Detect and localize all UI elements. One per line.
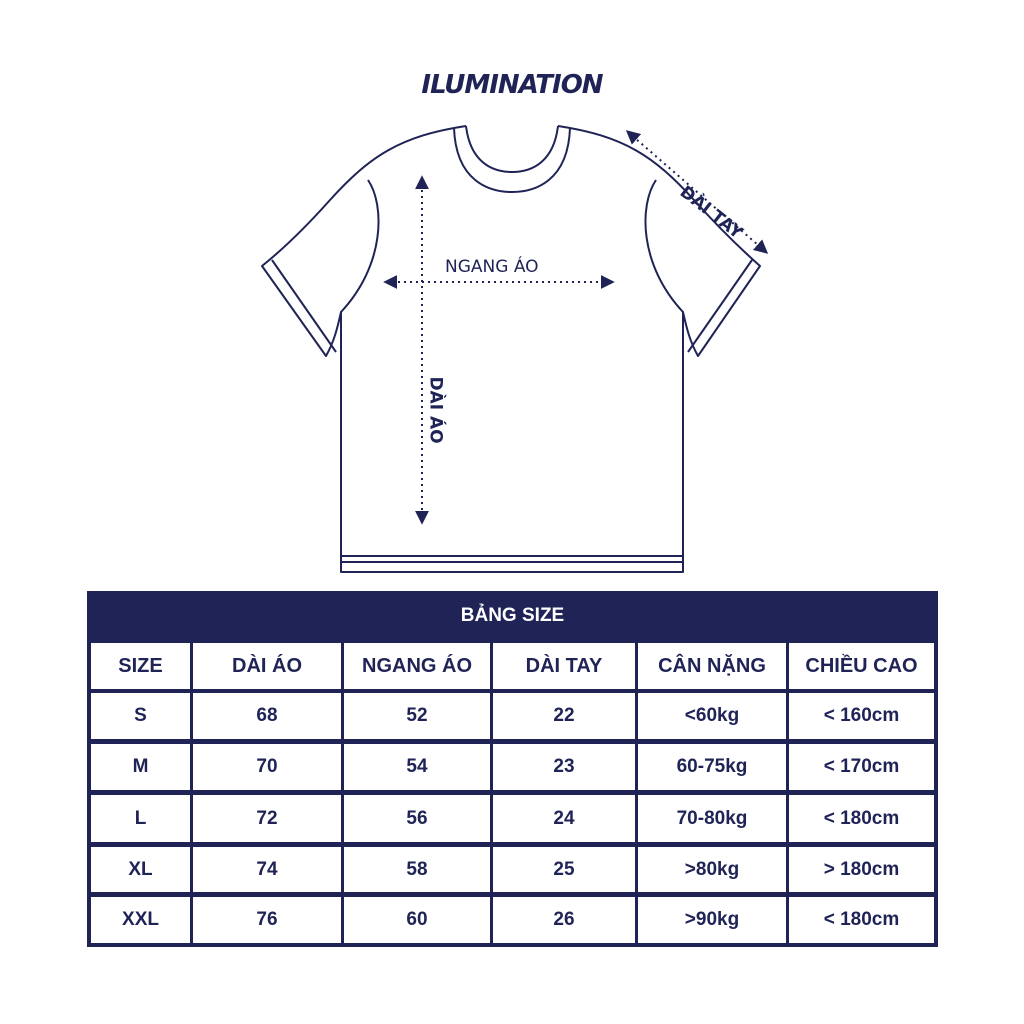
header-can-nang: CÂN NẶNG bbox=[638, 643, 786, 689]
header-dai-ao: DÀI ÁO bbox=[193, 643, 341, 689]
cell-ngang-ao: 58 bbox=[344, 847, 490, 892]
cell-dai-ao: 74 bbox=[193, 847, 341, 892]
cell-ngang-ao: 60 bbox=[344, 897, 490, 943]
cell-size: S bbox=[91, 693, 190, 739]
cell-dai-ao: 76 bbox=[193, 897, 341, 943]
cell-dai-tay: 22 bbox=[493, 693, 635, 739]
cell-size: XL bbox=[91, 847, 190, 892]
cell-chieu-cao: < 170cm bbox=[789, 744, 934, 790]
header-ngang-ao: NGANG ÁO bbox=[344, 643, 490, 689]
measure-lines bbox=[386, 132, 766, 522]
cell-can-nang: 70-80kg bbox=[638, 795, 786, 842]
cell-size: XXL bbox=[91, 897, 190, 943]
cell-can-nang: 60-75kg bbox=[638, 744, 786, 790]
cell-dai-tay: 26 bbox=[493, 897, 635, 943]
cell-ngang-ao: 54 bbox=[344, 744, 490, 790]
cell-dai-tay: 25 bbox=[493, 847, 635, 892]
cell-size: M bbox=[91, 744, 190, 790]
cell-dai-ao: 72 bbox=[193, 795, 341, 842]
cell-ngang-ao: 56 bbox=[344, 795, 490, 842]
header-size: SIZE bbox=[91, 643, 190, 689]
cell-ngang-ao: 52 bbox=[344, 693, 490, 739]
cell-chieu-cao: > 180cm bbox=[789, 847, 934, 892]
cell-can-nang: >90kg bbox=[638, 897, 786, 943]
ngang-ao-label: NGANG ÁO bbox=[445, 257, 539, 277]
dai-tay-label: DÀI TAY bbox=[675, 182, 747, 244]
size-table bbox=[87, 591, 938, 947]
header-dai-tay: DÀI TAY bbox=[493, 643, 635, 689]
cell-chieu-cao: < 160cm bbox=[789, 693, 934, 739]
header-chieu-cao: CHIỀU CAO bbox=[789, 643, 934, 689]
cell-dai-ao: 70 bbox=[193, 744, 341, 790]
brand-logo: ILUMINATION bbox=[421, 70, 603, 100]
cell-dai-tay: 24 bbox=[493, 795, 635, 842]
cell-chieu-cao: < 180cm bbox=[789, 897, 934, 943]
cell-dai-tay: 23 bbox=[493, 744, 635, 790]
cell-size: L bbox=[91, 795, 190, 842]
dai-ao-label: DÀI ÁO bbox=[425, 376, 446, 444]
cell-can-nang: <60kg bbox=[638, 693, 786, 739]
cell-dai-ao: 68 bbox=[193, 693, 341, 739]
cell-chieu-cao: < 180cm bbox=[789, 795, 934, 842]
cell-can-nang: >80kg bbox=[638, 847, 786, 892]
size-table-title: BẢNG SIZE bbox=[460, 605, 565, 626]
